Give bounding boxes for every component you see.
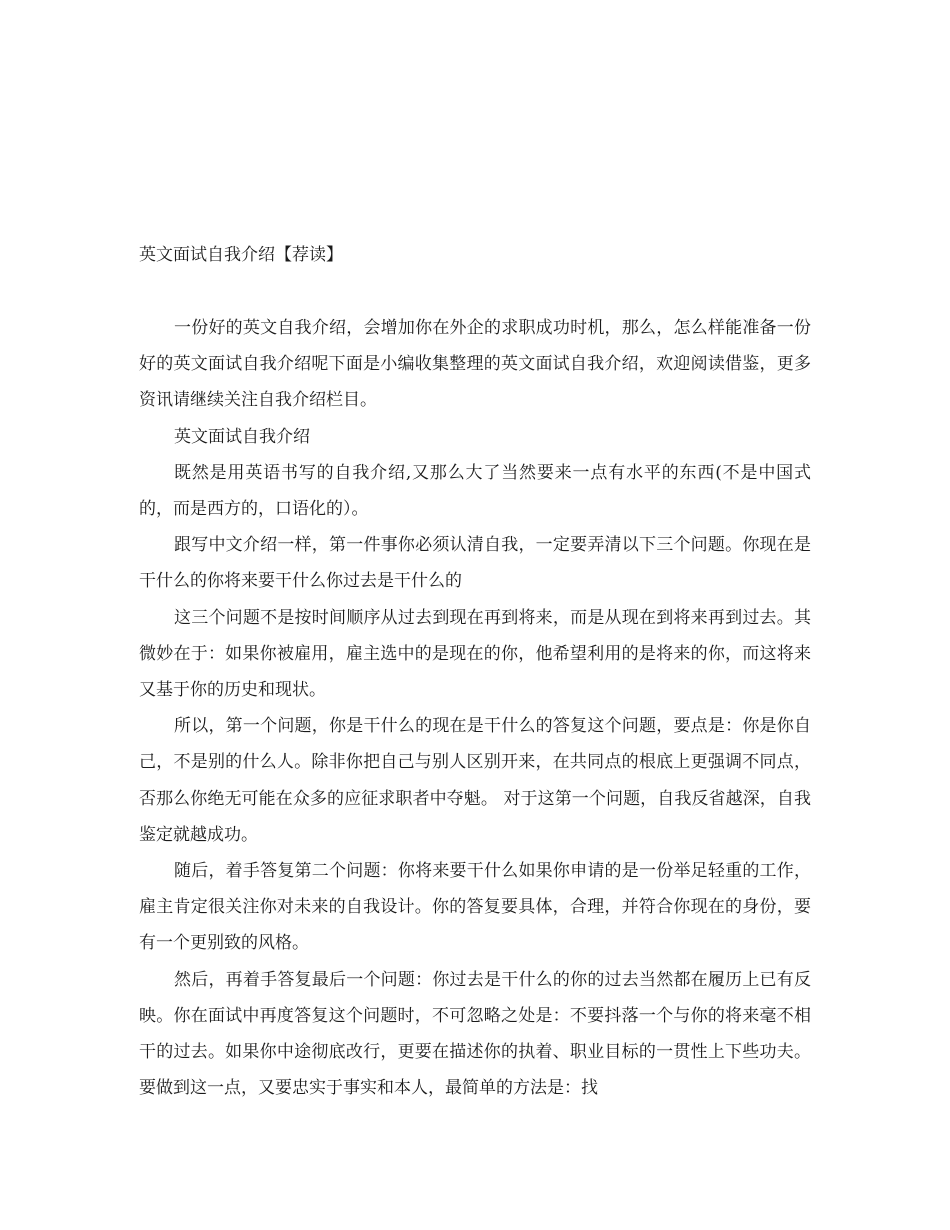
- paragraph: 随后，着手答复第二个问题：你将来要干什么如果你申请的是一份举足轻重的工作，雇主肯定很关注你对未来的自我设计。你的答复要具体，合理，并符合你现在的身份，要有一个更别致的风格。: [139, 861, 811, 954]
- document-body: [139, 310, 811, 1106]
- paragraph: 这三个问题不是按时间顺序从过去到现在再到将来，而是从现在到将来再到过去。其微妙在于：如果你被雇用，雇主选中的是现在的你，他希望利用的是将来的你，而这将来又基于你的历史和现状。: [139, 607, 811, 701]
- paragraph: 所以，第一个问题，你是干什么的现在是干什么的答复这个问题，要点是：你是你自己，不是别的什么人。除非你把自己与别人区别开来，在共同点的根底上更强调不同点，否那么你绝无可能在众多的应征求职者中夺魁。 对于这第一个问题，自我反省越深，自我鉴定就越成功。: [139, 716, 811, 845]
- paragraph: 跟写中文介绍一样，第一件事你必须认清自我，一定要弄清以下三个问题。你现在是干什么的你将来要干什么你过去是干什么的: [139, 535, 811, 592]
- paragraph: 既然是用英语书写的自我介绍,又那么大了当然要来一点有水平的东西(不是中国式的，而是西方的，口语化的）。: [139, 462, 811, 520]
- paragraph: 然后，再着手答复最后一个问题：你过去是干什么的你的过去当然都在履历上已有反映。你在面试中再度答复这个问题时，不可忽略之处是：不要抖落一个与你的将来毫不相干的过去。如果你中途彻底改行，更要在描述你的执着、职业目标的一贯性上下些功夫。要做到这一点，又要忠实于事实和本人，最简单的方法是：找: [139, 969, 811, 1099]
- paragraph-subheading: 英文面试自我介绍: [174, 426, 310, 447]
- document-title: 英文面试自我介绍【荐读】: [139, 245, 343, 265]
- paragraph-intro: 一份好的英文自我介绍，会增加你在外企的求职成功时机，那么，怎么样能准备一份好的英文面试自我介绍呢下面是小编收集整理的英文面试自我介绍，欢迎阅读借鉴，更多资讯请继续关注自我介绍栏目。: [139, 318, 811, 411]
